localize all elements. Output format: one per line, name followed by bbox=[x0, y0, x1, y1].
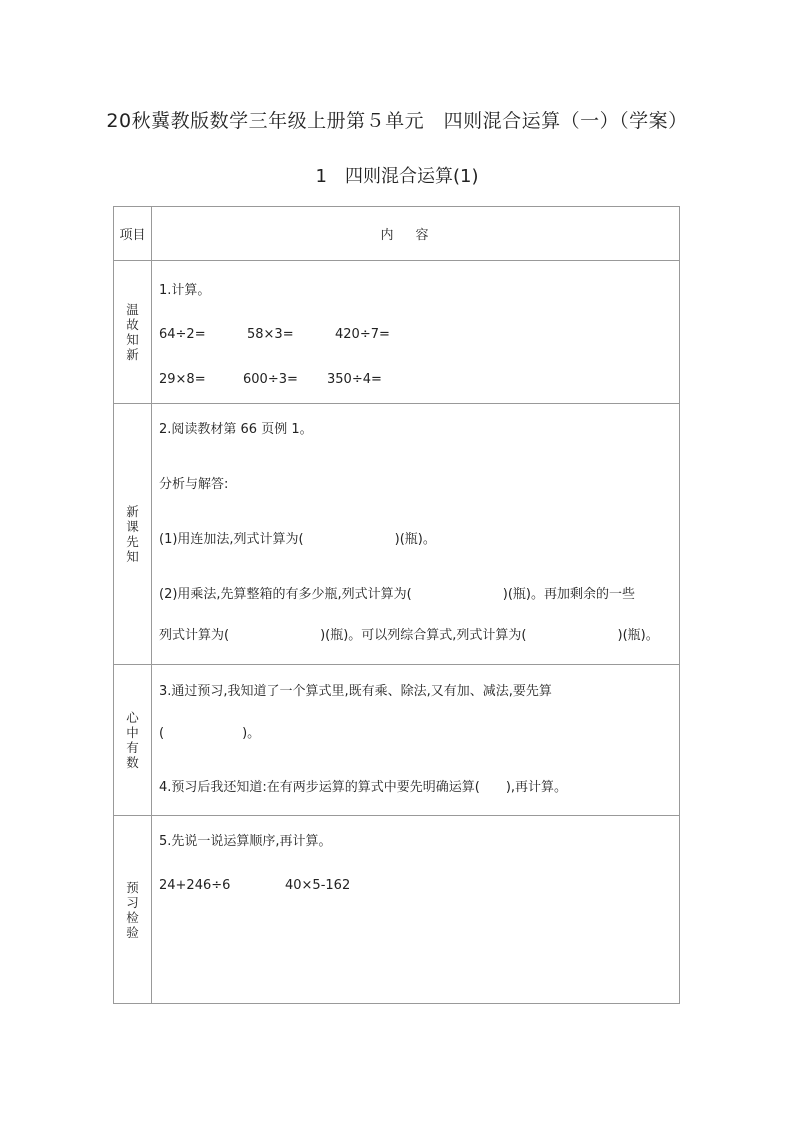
category-label: 心中有数 bbox=[114, 665, 152, 816]
question-text: 4.预习后我还知道:在有两步运算的算式中要先明确运算( ),再计算。 bbox=[159, 780, 568, 795]
calc-item: 58×3= bbox=[247, 327, 294, 342]
category-label: 新课先知 bbox=[114, 404, 152, 665]
lesson-subtitle: 1 四则混合运算(1) bbox=[315, 166, 479, 187]
question-text: (1)用连加法,列式计算为( )(瓶)。 bbox=[159, 532, 436, 547]
calc-row-1 bbox=[159, 327, 390, 342]
question-text: 1.计算。 bbox=[159, 283, 211, 298]
calc-row-2 bbox=[159, 372, 382, 387]
calc-item: 350÷4= bbox=[327, 372, 382, 387]
section-content bbox=[152, 816, 680, 1004]
header-content: 内容 bbox=[152, 207, 680, 261]
study-plan-table bbox=[113, 206, 680, 1004]
expression-row bbox=[159, 878, 350, 893]
header-item: 项目 bbox=[114, 207, 152, 261]
question-text: (2)用乘法,先算整箱的有多少瓶,列式计算为( )(瓶)。再加剩余的一些 bbox=[159, 587, 635, 602]
section-summary bbox=[114, 665, 680, 816]
category-label: 温故知新 bbox=[114, 261, 152, 404]
section-preview-check bbox=[114, 816, 680, 1004]
calc-item: 600÷3= bbox=[243, 372, 298, 387]
section-content bbox=[152, 261, 680, 404]
section-content bbox=[152, 404, 680, 665]
section-content bbox=[152, 665, 680, 816]
calc-item: 29×8= bbox=[159, 372, 206, 387]
question-text: 5.先说一说运算顺序,再计算。 bbox=[159, 834, 332, 849]
section-review bbox=[114, 261, 680, 404]
question-text: 列式计算为( )(瓶)。可以列综合算式,列式计算为( )(瓶)。 bbox=[159, 628, 659, 643]
question-text: 3.通过预习,我知道了一个算式里,既有乘、除法,又有加、减法,要先算 bbox=[159, 684, 552, 699]
question-text: ( )。 bbox=[159, 726, 261, 741]
table-header-row bbox=[114, 207, 680, 261]
calc-item: 64÷2= bbox=[159, 327, 206, 342]
question-text: 2.阅读教材第 66 页例 1。 bbox=[159, 422, 313, 437]
section-new-lesson bbox=[114, 404, 680, 665]
expression: 40×5-162 bbox=[285, 878, 351, 893]
document-title: 20秋冀教版数学三年级上册第５单元 四则混合运算（一）（学案） bbox=[106, 110, 688, 132]
category-label: 预习检验 bbox=[114, 816, 152, 1004]
calc-item: 420÷7= bbox=[335, 327, 390, 342]
expression: 24+246÷6 bbox=[159, 878, 231, 893]
question-text: 分析与解答: bbox=[159, 477, 229, 492]
